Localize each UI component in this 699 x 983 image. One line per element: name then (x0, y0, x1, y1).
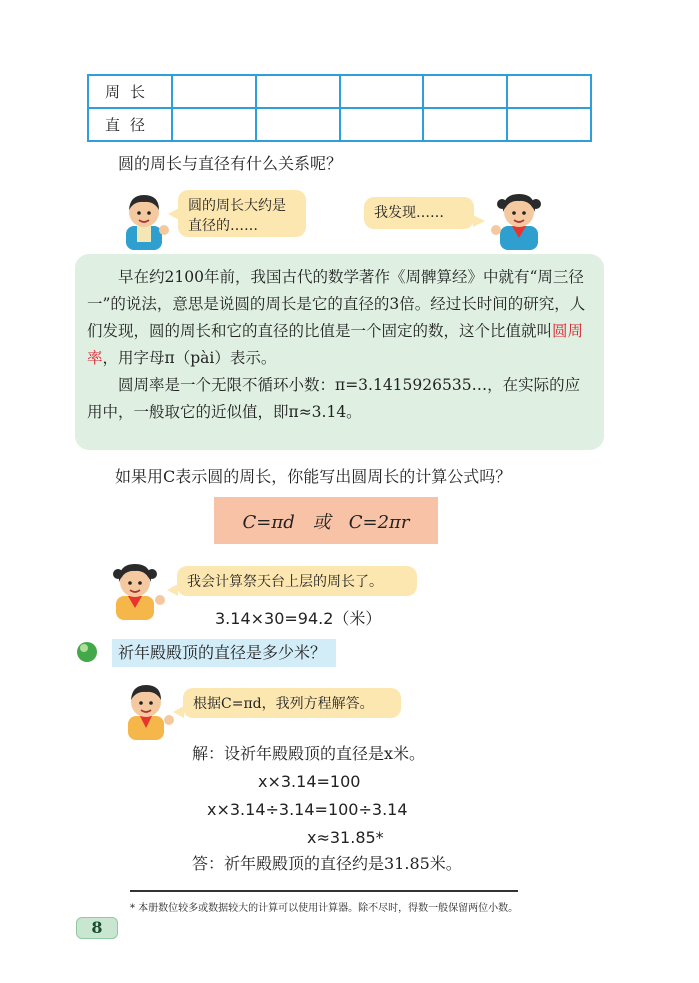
boy-character-icon (118, 680, 176, 740)
speech-bubble-girl-2: 我会计算祭天台上层的周长了。 (177, 566, 417, 596)
table-cell (507, 108, 591, 141)
speech-bubble-boy-2: 根据C=πd，我列方程解答。 (183, 688, 401, 718)
formula-box: C=πd 或 C=2πr (214, 497, 438, 544)
girl-character-icon (108, 558, 168, 620)
page-number: 8 (76, 917, 118, 939)
question-relationship: 圆的周长与直径有什么关系呢？ (118, 154, 343, 173)
table-cell (507, 75, 591, 108)
row-header-circumference: 周长 (88, 75, 172, 108)
table-cell (423, 108, 507, 141)
question-formula: 如果用C表示圆的周长，你能写出圆周长的计算公式吗？ (115, 467, 512, 486)
green-ball-icon (76, 641, 98, 663)
table-cell (340, 75, 424, 108)
pi-info-box (75, 254, 604, 450)
table-row (88, 75, 591, 108)
table-cell (172, 75, 256, 108)
info-text: 早在约2100年前，我国古代的数学著作《周髀算经》中就有“周三径一”的说法，意思是说圆的周长是它的直径的3倍。经过长时间的研究，人们发现，圆的周长和它的直径的比值是一个固定的数，这个比值就叫 (87, 268, 586, 340)
table-cell (172, 108, 256, 141)
speech-bubble-girl: 我发现…… (364, 197, 474, 229)
solution-line-4: x≈31.85* (307, 828, 384, 847)
speech-bubble-boy: 圆的周长大约是直径的…… (178, 190, 306, 237)
table-cell (256, 75, 340, 108)
pi-term: 圆周率 (87, 322, 584, 367)
solution-answer: 答：祈年殿殿顶的直径约是31.85米。 (192, 854, 462, 873)
table-row (88, 108, 591, 141)
info-text: ，用字母π（pài）表示。 (102, 349, 277, 367)
data-table (87, 74, 592, 142)
table-cell (256, 108, 340, 141)
footnote: * 本册数位较多或数据较大的计算可以使用计算器。除不尽时，得数一般保留两位小数。 (130, 903, 519, 914)
table-cell (423, 75, 507, 108)
solution-line-3: x×3.14÷3.14=100÷3.14 (207, 800, 408, 819)
table-cell (340, 108, 424, 141)
question-diameter: 祈年殿殿顶的直径是多少米？ (112, 639, 336, 667)
boy-character-icon (118, 190, 170, 250)
info-paragraph-1 (87, 264, 594, 372)
calculation-line: 3.14×30=94.2（米） (215, 609, 382, 628)
girl-character-icon (490, 188, 548, 250)
footnote-divider (130, 890, 518, 892)
solution-line-1: 解：设祈年殿殿顶的直径是x米。 (192, 744, 426, 763)
info-paragraph-2: 圆周率是一个无限不循环小数：π=3.1415926535…，在实际的应用中，一般取它的近似值，即π≈3.14。 (87, 376, 581, 421)
row-header-diameter: 直径 (88, 108, 172, 141)
solution-line-2: x×3.14=100 (258, 772, 361, 791)
